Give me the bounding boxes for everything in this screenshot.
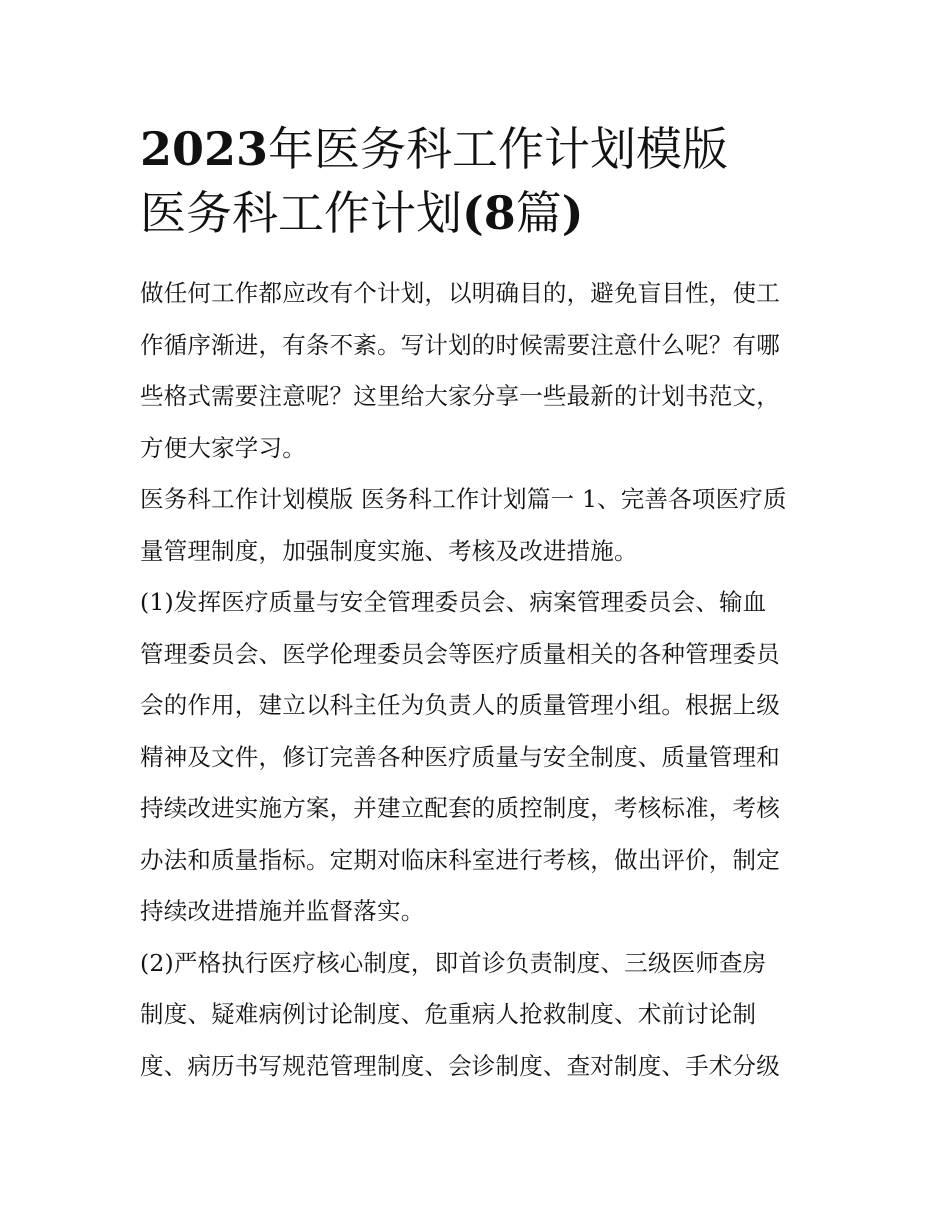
document-body: [140, 268, 820, 1092]
text-line: 作循序渐进，有条不紊。写计划的时候需要注意什么呢？有哪: [140, 330, 780, 359]
text-line: (2)严格执行医疗核心制度，即首诊负责制度、三级医师查房: [140, 948, 767, 977]
text-line: (1)发挥医疗质量与安全管理委员会、病案管理委员会、输血: [140, 588, 767, 616]
text-line: 办法和质量指标。定期对临床科室进行考核，做出评价，制定: [140, 845, 780, 874]
paragraph-item-2: [140, 938, 820, 1093]
text-line: 持续改进措施并监督落实。: [140, 897, 425, 925]
title-year: 2023: [140, 122, 269, 176]
paragraph-intro: [140, 268, 820, 474]
subtitle-text: 医务科工作计划: [140, 186, 462, 240]
paragraph-section-1: [140, 474, 820, 577]
text-line: 些格式需要注意呢？这里给大家分享一些最新的计划书范文，: [140, 382, 780, 410]
subtitle-count-unit: 篇: [515, 186, 562, 240]
text-line: 方便大家学习。: [140, 433, 306, 462]
document-page: [140, 118, 820, 1092]
subtitle-count-close: ): [561, 186, 584, 240]
document-title-line-1: [140, 118, 820, 180]
document-title-line-2: [140, 182, 820, 244]
text-line: 医务科工作计划模版 医务科工作计划篇一 1、完善各项医疗质: [140, 485, 787, 513]
paragraph-item-1: [140, 577, 820, 938]
text-line: 做任何工作都应改有个计划，以明确目的，避免盲目性，使工: [140, 279, 780, 307]
text-line: 量管理制度，加强制度实施、考核及改进措施。: [140, 536, 638, 565]
text-line: 持续改进实施方案，并建立配套的质控制度，考核标准，考核: [140, 794, 780, 822]
text-line: 管理委员会、医学伦理委员会等医疗质量相关的各种管理委员: [140, 639, 780, 668]
text-line: 度、病历书写规范管理制度、会诊制度、查对制度、手术分级: [140, 1051, 780, 1080]
text-line: 会的作用，建立以科主任为负责人的质量管理小组。根据上级: [140, 691, 780, 719]
title-text: 年医务科工作计划模版: [268, 122, 729, 176]
text-line: 制度、疑难病例讨论制度、危重病人抢救制度、术前讨论制: [140, 1000, 757, 1028]
subtitle-count-open: (8: [462, 186, 516, 240]
text-line: 精神及文件，修订完善各种医疗质量与安全制度、质量管理和: [140, 742, 780, 771]
